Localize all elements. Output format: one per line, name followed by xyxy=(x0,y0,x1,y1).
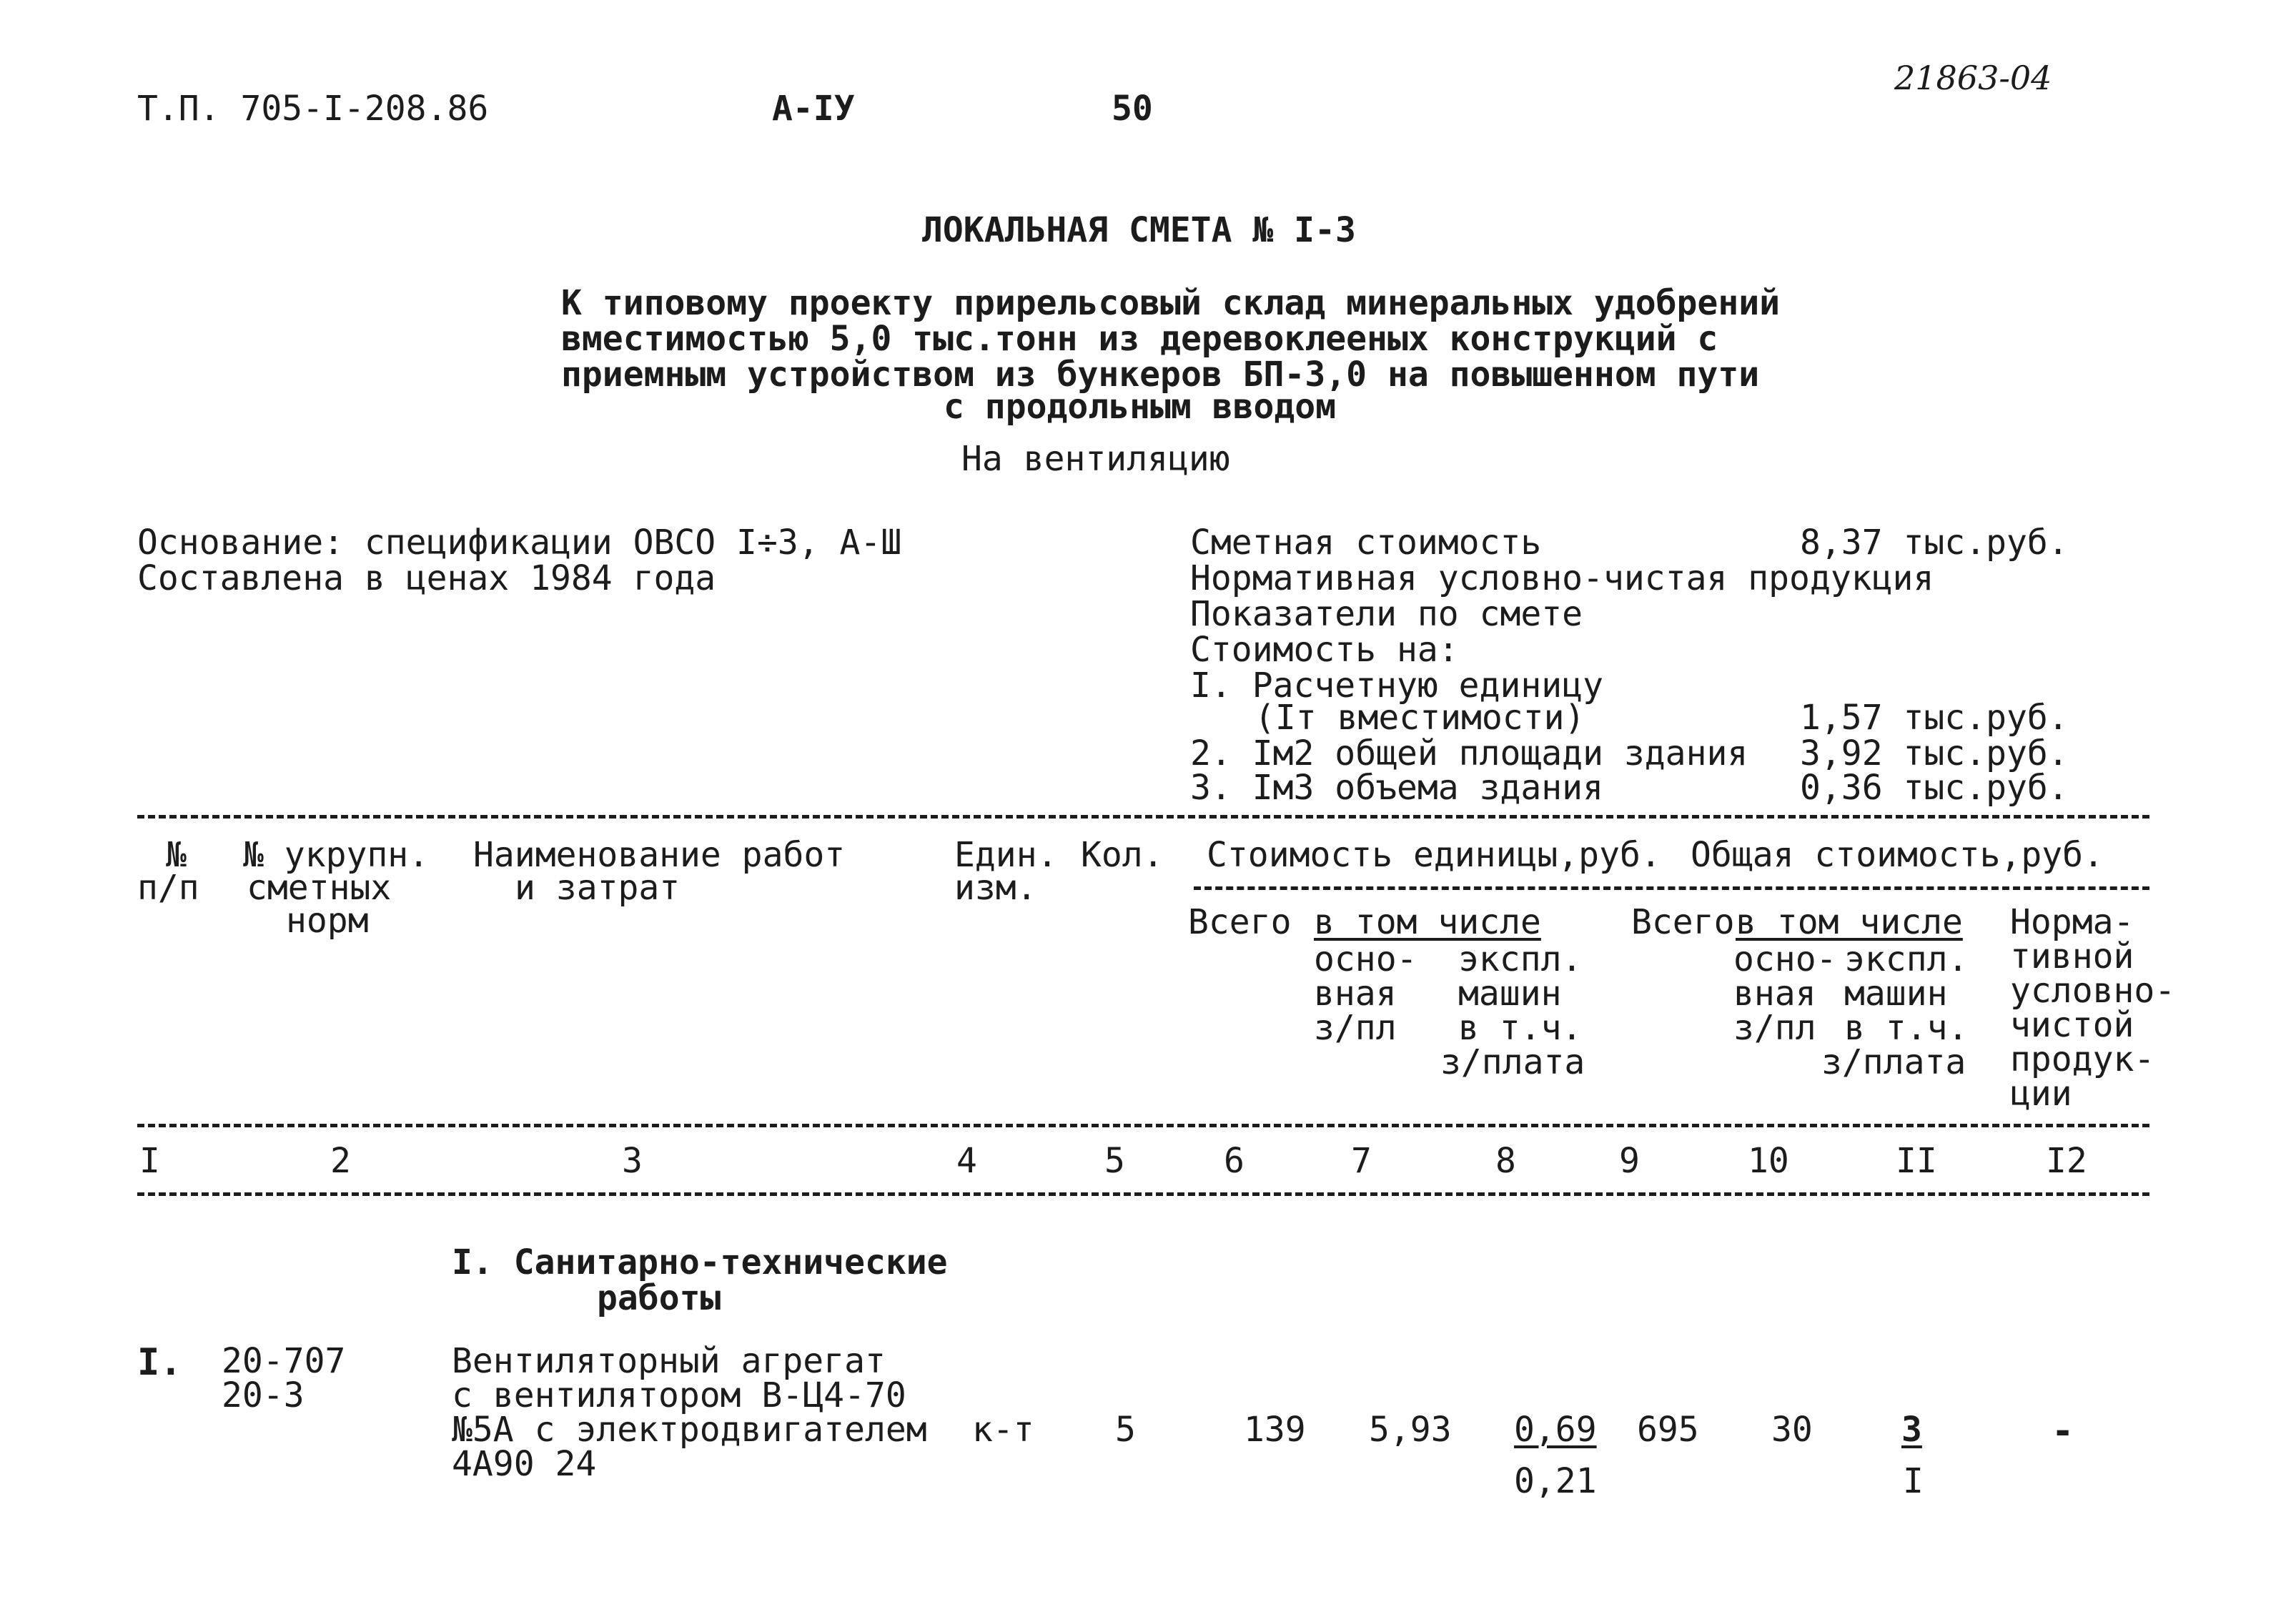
indicator-3-value: 0,36 тыс.руб. xyxy=(1800,768,2069,808)
header-normative-2: тивной xyxy=(2010,936,2134,976)
header-normative-6: ции xyxy=(2010,1074,2072,1114)
row-qty: 5 xyxy=(1115,1410,1136,1450)
column-number: 8 xyxy=(1495,1141,1516,1181)
column-number: 5 xyxy=(1104,1141,1125,1181)
indicator-1-sub: (Iт вместимости) xyxy=(1255,698,1585,738)
header-unit-main-wage-3: з/пл xyxy=(1314,1008,1397,1048)
indicator-2-label: 2. Iм2 общей площади здания xyxy=(1190,733,1748,773)
header-rule-bottom xyxy=(137,1124,2149,1127)
row-name-2: с вентилятором В-Ц4-70 xyxy=(452,1375,906,1415)
row-unit-main-wage: 5,93 xyxy=(1369,1410,1452,1450)
header-total-main-wage-1: осно- xyxy=(1733,939,1837,979)
basis-line-2: Составлена в ценах 1984 года xyxy=(137,558,716,598)
indicator-2-value: 3,92 тыс.руб. xyxy=(1800,733,2069,773)
row-total: 695 xyxy=(1637,1410,1699,1450)
header-rule-top xyxy=(137,815,2149,819)
header-num-1: № xyxy=(166,835,187,875)
column-number: II xyxy=(1896,1141,1937,1181)
row-total-main-wage: 30 xyxy=(1771,1410,1813,1450)
estimated-cost-label: Сметная стоимость xyxy=(1190,523,1542,563)
header-unit-incl: в том числе xyxy=(1314,902,1541,942)
column-number: 9 xyxy=(1619,1141,1640,1181)
header-num-2: п/п xyxy=(137,868,199,908)
header-total-total: Всего xyxy=(1631,902,1735,942)
row-norm-2: 20-3 xyxy=(222,1375,305,1415)
album-label: А-IУ xyxy=(772,89,855,129)
page-number: 50 xyxy=(1112,89,1153,129)
header-normative-4: чистой xyxy=(2010,1005,2134,1045)
column-number: 3 xyxy=(622,1141,643,1181)
cost-group-rule xyxy=(1194,886,2149,890)
header-total-main-wage-3: з/пл xyxy=(1733,1008,1816,1048)
subtitle-line-4: с продольным вводом xyxy=(944,387,1337,427)
normative-label: Нормативная условно-чистая продукция xyxy=(1190,558,1934,598)
header-unit-machines-4: з/плата xyxy=(1440,1042,1585,1082)
header-unit-machines-2: машин xyxy=(1458,974,1562,1014)
row-unit-machines: 0,69 xyxy=(1514,1410,1597,1450)
row-unit-total: 139 xyxy=(1244,1410,1306,1450)
header-normative-1: Норма- xyxy=(2010,902,2134,942)
column-number-rule xyxy=(137,1192,2149,1196)
indicators-label: Показатели по смете xyxy=(1190,594,1583,634)
section-heading-2: работы xyxy=(597,1278,721,1318)
row-name-3: №5А с электродвигателем xyxy=(452,1410,927,1450)
estimate-title: ЛОКАЛЬНАЯ СМЕТА № I-3 xyxy=(922,210,1356,250)
row-name-4: 4А90 24 xyxy=(452,1444,597,1484)
header-total-cost: Общая стоимость,руб. xyxy=(1691,835,2104,875)
column-number: I2 xyxy=(2046,1141,2087,1181)
header-unit-machines-3: в т.ч. xyxy=(1458,1008,1583,1048)
row-normative: - xyxy=(2052,1410,2074,1453)
header-norm-3: норм xyxy=(286,901,369,941)
column-number: I xyxy=(139,1141,160,1181)
column-number: 4 xyxy=(956,1141,977,1181)
column-number: 6 xyxy=(1224,1141,1245,1181)
header-unit-machines-1: экспл. xyxy=(1458,939,1583,979)
row-number: I. xyxy=(137,1341,182,1384)
header-qty: Кол. xyxy=(1081,835,1164,875)
header-name-2: и затрат xyxy=(515,868,681,908)
header-total-machines-1: экспл. xyxy=(1844,939,1969,979)
column-number: 10 xyxy=(1748,1141,1789,1181)
row-total-machines-wage: I xyxy=(1903,1461,1924,1501)
section-heading-1: I. Санитарно-технические xyxy=(452,1242,948,1282)
header-normative-5: продук- xyxy=(2010,1039,2155,1079)
subtitle-line-2: вместимостью 5,0 тыс.тонн из деревоклееных конструкций с xyxy=(561,319,1718,359)
header-name-1: Наименование работ xyxy=(473,835,846,875)
header-total-main-wage-2: вная xyxy=(1733,974,1816,1014)
column-number: 7 xyxy=(1351,1141,1372,1181)
indicator-1-value: 1,57 тыс.руб. xyxy=(1800,698,2069,738)
subtitle-line-3: приемным устройством из бункеров БП-3,0 на повышенном пути xyxy=(561,355,1760,395)
header-total-machines-3: в т.ч. xyxy=(1844,1008,1969,1048)
cost-for-label: Стоимость на: xyxy=(1190,630,1459,670)
header-unit-main-wage-2: вная xyxy=(1314,974,1397,1014)
indicator-1-label: I. Расчетную единицу xyxy=(1190,666,1603,706)
row-unit: к-т xyxy=(972,1410,1034,1450)
header-total-incl: в том числе xyxy=(1736,902,1963,942)
row-norm-1: 20-707 xyxy=(222,1341,346,1381)
row-name-1: Вентиляторный агрегат xyxy=(452,1341,886,1381)
column-number: 2 xyxy=(330,1141,351,1181)
document-code: Т.П. 705-I-208.86 xyxy=(137,89,489,129)
header-unit-2: изм. xyxy=(954,868,1037,908)
handwritten-number: 21863-04 xyxy=(1894,59,2052,97)
header-normative-3: условно- xyxy=(2010,971,2176,1011)
header-norm-1: № укрупн. xyxy=(243,835,430,875)
header-total-machines-4: з/плата xyxy=(1821,1042,1966,1082)
header-unit-1: Един. xyxy=(954,835,1058,875)
indicator-3-label: 3. Iм3 объема здания xyxy=(1190,768,1603,808)
header-norm-2: сметных xyxy=(247,868,392,908)
row-unit-machines-wage: 0,21 xyxy=(1514,1461,1597,1501)
basis-line-1: Основание: спецификации ОВСО I÷3, А-Ш xyxy=(137,523,902,563)
header-unit-total: Всего xyxy=(1188,902,1292,942)
estimated-cost-value: 8,37 тыс.руб. xyxy=(1800,523,2069,563)
section-title: На вентиляцию xyxy=(961,439,1230,479)
header-unit-cost: Стоимость единицы,руб. xyxy=(1207,835,1661,875)
subtitle-line-1: К типовому проекту прирельсовый склад минеральных удобрений xyxy=(561,283,1781,323)
header-total-machines-2: машин xyxy=(1844,974,1948,1014)
row-total-machines: 3 xyxy=(1901,1410,1922,1450)
header-unit-main-wage-1: осно- xyxy=(1314,939,1417,979)
